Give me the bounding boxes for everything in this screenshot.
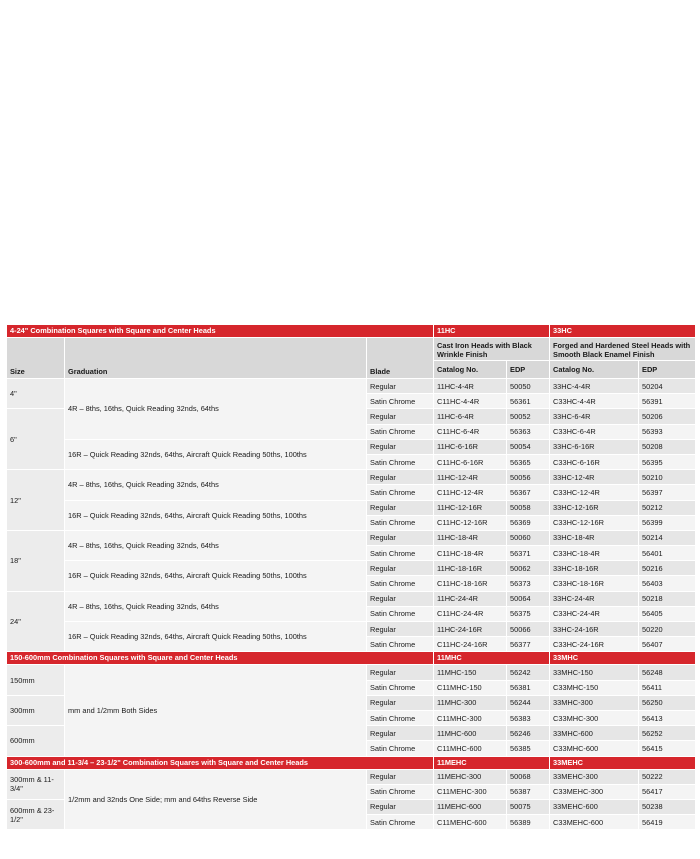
- edp-number-secondary: 50216: [639, 561, 695, 576]
- size-label: 600mm: [10, 736, 35, 746]
- graduation-header: [65, 338, 367, 379]
- table-row: [7, 530, 695, 545]
- edp-number-secondary: 56411: [639, 680, 695, 695]
- blade-cell: Regular: [367, 470, 434, 485]
- size-cell: [7, 665, 65, 695]
- blade-cell: Regular: [367, 726, 434, 741]
- table-row: [7, 379, 695, 394]
- table-row: [7, 470, 695, 485]
- series-description-secondary-text: Forged and Hardened Steel Heads with Smooth Black Enamel Finish: [553, 341, 691, 360]
- edp-number-secondary: 50210: [639, 470, 695, 485]
- blade-cell: Satin Chrome: [367, 454, 434, 469]
- catalog-number-primary: 11HC-24-16R: [434, 622, 507, 637]
- catalog-header-secondary: Catalog No.: [550, 361, 639, 379]
- section-header-row: [7, 325, 695, 338]
- edp-number-secondary: 50222: [639, 769, 695, 784]
- edp-number-secondary: 50208: [639, 439, 695, 454]
- size-label: 6": [10, 434, 17, 444]
- catalog-number-primary: C11HC-12-16R: [434, 515, 507, 530]
- catalog-number-secondary: C33MHC-300: [550, 710, 639, 725]
- catalog-number-secondary: C33HC-18-4R: [550, 546, 639, 561]
- blade-header-label: Blade: [370, 367, 391, 376]
- catalog-number-primary: C11HC-12-4R: [434, 485, 507, 500]
- catalog-number-primary: C11MHC-300: [434, 710, 507, 725]
- catalog-number-secondary: 33HC-24-16R: [550, 622, 639, 637]
- catalog-number-secondary: 33HC-4-4R: [550, 379, 639, 394]
- blade-cell: Satin Chrome: [367, 680, 434, 695]
- edp-number-primary: 50052: [507, 409, 550, 424]
- catalog-number-secondary: C33HC-6-4R: [550, 424, 639, 439]
- edp-number-primary: 50050: [507, 379, 550, 394]
- catalog-number-primary: C11HC-24-16R: [434, 637, 507, 652]
- catalog-number-secondary: 33HC-24-4R: [550, 591, 639, 606]
- edp-number-primary: 56389: [507, 815, 550, 830]
- blade-cell: Regular: [367, 591, 434, 606]
- edp-number-secondary: 56401: [639, 546, 695, 561]
- edp-number-primary: 50056: [507, 470, 550, 485]
- edp-header-primary: EDP: [507, 361, 550, 379]
- edp-number-secondary: 56248: [639, 665, 695, 680]
- size-label: 300mm: [10, 705, 35, 715]
- blade-cell: Satin Chrome: [367, 576, 434, 591]
- graduation-cell: mm and 1/2mm Both Sides: [65, 665, 367, 756]
- catalog-number-secondary: C33HC-18-16R: [550, 576, 639, 591]
- size-label: 18": [10, 556, 21, 566]
- catalog-number-secondary: 33HC-12-16R: [550, 500, 639, 515]
- catalog-number-secondary: 33HC-6-16R: [550, 439, 639, 454]
- section-header-row: [7, 652, 695, 665]
- catalog-number-secondary: C33HC-12-16R: [550, 515, 639, 530]
- catalog-number-primary: 11HC-18-16R: [434, 561, 507, 576]
- section-title: 300-600mm and 11-3/4 – 23-1/2" Combination Squares with Square and Center Heads: [7, 756, 434, 769]
- edp-number-secondary: 56405: [639, 606, 695, 621]
- catalog-number-primary: C11HC-6-16R: [434, 454, 507, 469]
- graduation-cell: 4R – 8ths, 16ths, Quick Reading 32nds, 64ths: [65, 530, 367, 560]
- blade-cell: Regular: [367, 439, 434, 454]
- graduation-cell: 1/2mm and 32nds One Side; mm and 64ths Reverse Side: [65, 769, 367, 830]
- size-label: 12": [10, 495, 21, 505]
- edp-number-secondary: 56252: [639, 726, 695, 741]
- edp-number-secondary: 56391: [639, 394, 695, 409]
- edp-number-primary: 56367: [507, 485, 550, 500]
- blade-cell: Satin Chrome: [367, 546, 434, 561]
- series-description-secondary: [550, 338, 695, 361]
- blade-cell: Regular: [367, 530, 434, 545]
- size-label: 150mm: [10, 675, 35, 685]
- blade-cell: Regular: [367, 561, 434, 576]
- size-label: 4": [10, 389, 17, 399]
- edp-number-primary: 56373: [507, 576, 550, 591]
- edp-number-secondary: 56413: [639, 710, 695, 725]
- catalog-number-primary: C11MEHC-300: [434, 784, 507, 799]
- catalog-number-secondary: C33HC-6-16R: [550, 454, 639, 469]
- edp-number-primary: 50066: [507, 622, 550, 637]
- edp-number-secondary: 56403: [639, 576, 695, 591]
- catalog-number-primary: 11HC-4-4R: [434, 379, 507, 394]
- edp-number-secondary: 50218: [639, 591, 695, 606]
- edp-number-primary: 56375: [507, 606, 550, 621]
- graduation-cell: 16R – Quick Reading 32nds, 64ths, Aircraft Quick Reading 50ths, 100ths: [65, 439, 367, 469]
- edp-number-primary: 56387: [507, 784, 550, 799]
- edp-number-primary: 50054: [507, 439, 550, 454]
- size-cell: [7, 769, 65, 799]
- catalog-number-secondary: 33MEHC-300: [550, 769, 639, 784]
- size-cell: [7, 591, 65, 652]
- size-label: 300mm & 11-3/4": [10, 775, 54, 794]
- size-header-label: Size: [10, 367, 25, 376]
- edp-number-primary: 56377: [507, 637, 550, 652]
- blade-cell: Satin Chrome: [367, 485, 434, 500]
- edp-number-primary: 50058: [507, 500, 550, 515]
- catalog-header-primary: Catalog No.: [434, 361, 507, 379]
- catalog-number-primary: C11HC-18-16R: [434, 576, 507, 591]
- section-title: 150-600mm Combination Squares with Square and Center Heads: [7, 652, 434, 665]
- size-header: [7, 338, 65, 379]
- blade-cell: Regular: [367, 665, 434, 680]
- blade-header: [367, 338, 434, 379]
- edp-number-secondary: 56393: [639, 424, 695, 439]
- edp-number-secondary: 56407: [639, 637, 695, 652]
- table-row: [7, 561, 695, 576]
- series-code-primary: 11HC: [434, 325, 550, 338]
- table-row: [7, 769, 695, 784]
- catalog-number-secondary: C33HC-12-4R: [550, 485, 639, 500]
- blade-cell: Satin Chrome: [367, 606, 434, 621]
- catalog-number-secondary: C33HC-4-4R: [550, 394, 639, 409]
- catalog-number-primary: 11MHC-150: [434, 665, 507, 680]
- catalog-number-secondary: C33HC-24-16R: [550, 637, 639, 652]
- section-title: 4-24" Combination Squares with Square and Center Heads: [7, 325, 434, 338]
- edp-number-primary: 56242: [507, 665, 550, 680]
- blade-cell: Satin Chrome: [367, 784, 434, 799]
- graduation-cell: 16R – Quick Reading 32nds, 64ths, Aircraft Quick Reading 50ths, 100ths: [65, 500, 367, 530]
- series-code-primary: 11MEHC: [434, 756, 550, 769]
- edp-number-secondary: 50238: [639, 799, 695, 814]
- catalog-number-secondary: 33HC-6-4R: [550, 409, 639, 424]
- blade-cell: Satin Chrome: [367, 424, 434, 439]
- blade-cell: Satin Chrome: [367, 741, 434, 756]
- blade-cell: Regular: [367, 769, 434, 784]
- catalog-number-primary: 11MEHC-600: [434, 799, 507, 814]
- catalog-number-primary: 11HC-18-4R: [434, 530, 507, 545]
- table-row: [7, 622, 695, 637]
- series-code-secondary: 33MEHC: [550, 756, 695, 769]
- edp-number-primary: 56369: [507, 515, 550, 530]
- catalog-number-secondary: 33MHC-150: [550, 665, 639, 680]
- catalog-number-secondary: 33MHC-300: [550, 695, 639, 710]
- catalog-number-secondary: 33HC-18-16R: [550, 561, 639, 576]
- edp-number-primary: 56361: [507, 394, 550, 409]
- catalog-number-secondary: C33MHC-150: [550, 680, 639, 695]
- catalog-number-primary: 11MEHC-300: [434, 769, 507, 784]
- catalog-number-secondary: 33MEHC-600: [550, 799, 639, 814]
- edp-number-secondary: 56415: [639, 741, 695, 756]
- edp-number-secondary: 50212: [639, 500, 695, 515]
- edp-header-secondary: EDP: [639, 361, 695, 379]
- edp-number-secondary: 56419: [639, 815, 695, 830]
- series-code-secondary: 33HC: [550, 325, 695, 338]
- catalog-number-primary: C11HC-6-4R: [434, 424, 507, 439]
- blade-cell: Regular: [367, 695, 434, 710]
- size-cell: [7, 799, 65, 829]
- edp-number-primary: 56244: [507, 695, 550, 710]
- catalog-number-primary: 11HC-6-16R: [434, 439, 507, 454]
- size-label: 24": [10, 617, 21, 626]
- series-code-primary: 11MHC: [434, 652, 550, 665]
- catalog-number-primary: 11HC-12-4R: [434, 470, 507, 485]
- edp-number-primary: 50068: [507, 769, 550, 784]
- graduation-cell: 16R – Quick Reading 32nds, 64ths, Aircraft Quick Reading 50ths, 100ths: [65, 561, 367, 591]
- blade-cell: Regular: [367, 622, 434, 637]
- catalog-number-primary: 11MHC-600: [434, 726, 507, 741]
- catalog-number-secondary: C33MHC-600: [550, 741, 639, 756]
- edp-number-secondary: 50206: [639, 409, 695, 424]
- table-row: [7, 591, 695, 606]
- table-body: [7, 325, 695, 830]
- table-row: [7, 439, 695, 454]
- edp-number-primary: 50060: [507, 530, 550, 545]
- edp-number-primary: 56385: [507, 741, 550, 756]
- catalog-number-secondary: C33HC-24-4R: [550, 606, 639, 621]
- combination-squares-table: [6, 325, 695, 830]
- edp-number-secondary: 50204: [639, 379, 695, 394]
- size-cell: [7, 530, 65, 591]
- catalog-number-primary: C11MEHC-600: [434, 815, 507, 830]
- graduation-header-label: Graduation: [68, 367, 108, 376]
- edp-number-secondary: 56417: [639, 784, 695, 799]
- catalog-number-secondary: C33MEHC-600: [550, 815, 639, 830]
- size-label: 600mm & 23-1/2": [10, 805, 55, 824]
- blade-cell: Regular: [367, 379, 434, 394]
- graduation-cell: 4R – 8ths, 16ths, Quick Reading 32nds, 64ths: [65, 591, 367, 621]
- catalog-number-secondary: 33MHC-600: [550, 726, 639, 741]
- edp-number-primary: 56381: [507, 680, 550, 695]
- section-header-row: [7, 756, 695, 769]
- catalog-number-primary: 11HC-6-4R: [434, 409, 507, 424]
- size-cell: [7, 470, 65, 531]
- blade-cell: Satin Chrome: [367, 394, 434, 409]
- graduation-cell: 4R – 8ths, 16ths, Quick Reading 32nds, 64ths: [65, 379, 367, 440]
- table-row: [7, 500, 695, 515]
- catalog-number-primary: C11HC-18-4R: [434, 546, 507, 561]
- blade-cell: Regular: [367, 409, 434, 424]
- size-cell: [7, 379, 65, 409]
- edp-number-primary: 50064: [507, 591, 550, 606]
- size-cell: [7, 409, 65, 470]
- blade-cell: Satin Chrome: [367, 815, 434, 830]
- blade-cell: Satin Chrome: [367, 637, 434, 652]
- edp-number-secondary: 56399: [639, 515, 695, 530]
- catalog-number-primary: 11HC-12-16R: [434, 500, 507, 515]
- edp-number-primary: 56363: [507, 424, 550, 439]
- series-description-primary-text: Cast Iron Heads with Black Wrinkle Finish: [437, 341, 532, 360]
- column-header-row: [7, 338, 695, 361]
- catalog-number-primary: 11MHC-300: [434, 695, 507, 710]
- catalog-number-secondary: C33MEHC-300: [550, 784, 639, 799]
- catalog-number-primary: C11HC-24-4R: [434, 606, 507, 621]
- edp-number-secondary: 56397: [639, 485, 695, 500]
- graduation-cell: 4R – 8ths, 16ths, Quick Reading 32nds, 64ths: [65, 470, 367, 500]
- edp-number-primary: 56383: [507, 710, 550, 725]
- edp-number-secondary: 50214: [639, 530, 695, 545]
- edp-number-primary: 50075: [507, 799, 550, 814]
- edp-number-primary: 56246: [507, 726, 550, 741]
- series-code-secondary: 33MHC: [550, 652, 695, 665]
- size-cell: [7, 726, 65, 756]
- edp-number-primary: 56371: [507, 546, 550, 561]
- product-table-container: [6, 325, 694, 830]
- catalog-number-secondary: 33HC-18-4R: [550, 530, 639, 545]
- series-description-primary: [434, 338, 550, 361]
- catalog-number-primary: 11HC-24-4R: [434, 591, 507, 606]
- edp-number-secondary: 56250: [639, 695, 695, 710]
- catalog-number-primary: C11MHC-150: [434, 680, 507, 695]
- graduation-cell: 16R – Quick Reading 32nds, 64ths, Aircraft Quick Reading 50ths, 100ths: [65, 622, 367, 652]
- edp-number-secondary: 56395: [639, 454, 695, 469]
- catalog-number-primary: C11HC-4-4R: [434, 394, 507, 409]
- edp-number-primary: 50062: [507, 561, 550, 576]
- size-cell: [7, 695, 65, 725]
- edp-number-primary: 56365: [507, 454, 550, 469]
- blade-cell: Satin Chrome: [367, 710, 434, 725]
- catalog-number-secondary: 33HC-12-4R: [550, 470, 639, 485]
- blade-cell: Satin Chrome: [367, 515, 434, 530]
- catalog-number-primary: C11MHC-600: [434, 741, 507, 756]
- edp-number-secondary: 50220: [639, 622, 695, 637]
- blade-cell: Regular: [367, 500, 434, 515]
- table-row: [7, 665, 695, 680]
- blade-cell: Regular: [367, 799, 434, 814]
